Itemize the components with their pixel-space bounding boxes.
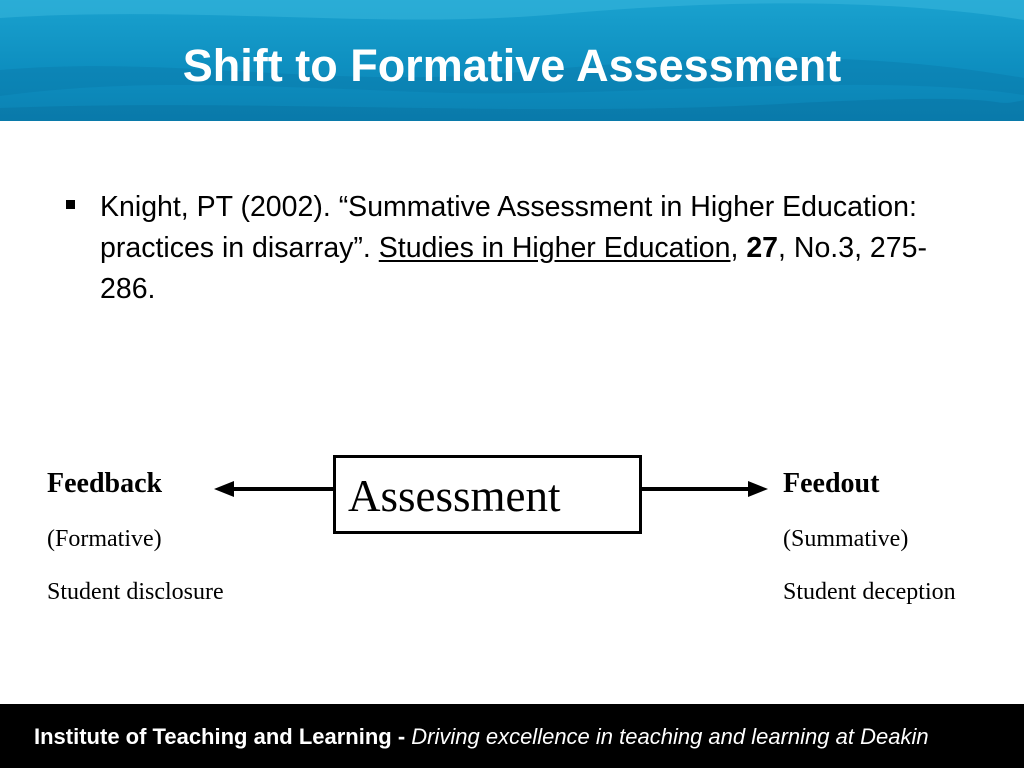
summative-label: (Summative)	[783, 526, 909, 552]
student-disclosure-text: Student disclosure	[47, 579, 224, 605]
square-bullet-icon	[66, 200, 75, 209]
footer-institute: Institute of Teaching and Learning -	[34, 724, 412, 749]
footer-tagline: Driving excellence in teaching and learning at Deakin	[411, 724, 929, 749]
reference-journal: Studies in Higher Education	[378, 232, 731, 264]
footer-text	[34, 722, 929, 752]
assessment-label: Assessment	[348, 471, 561, 521]
reference-text	[100, 187, 950, 310]
footer-bar	[0, 704, 1024, 768]
reference-volume: 27	[746, 232, 779, 264]
formative-label: (Formative)	[47, 526, 162, 552]
feedout-heading: Feedout	[783, 468, 880, 499]
reference-separator: ,	[730, 232, 747, 264]
assessment-box	[333, 455, 642, 534]
reference-article-title: “Summative Assessment in Higher Education: practices in disarray”.	[100, 191, 917, 264]
student-deception-text: Student deception	[783, 579, 956, 605]
header-banner	[0, 0, 1024, 121]
right-arrowhead-icon	[748, 481, 768, 497]
reference-authors: Knight, PT (2002).	[100, 191, 339, 223]
feedback-heading: Feedback	[47, 468, 163, 499]
reference-pages: , No.3, 275-286.	[100, 232, 927, 305]
slide-title: Shift to Formative Assessment	[182, 40, 842, 91]
left-arrowhead-icon	[214, 481, 234, 497]
